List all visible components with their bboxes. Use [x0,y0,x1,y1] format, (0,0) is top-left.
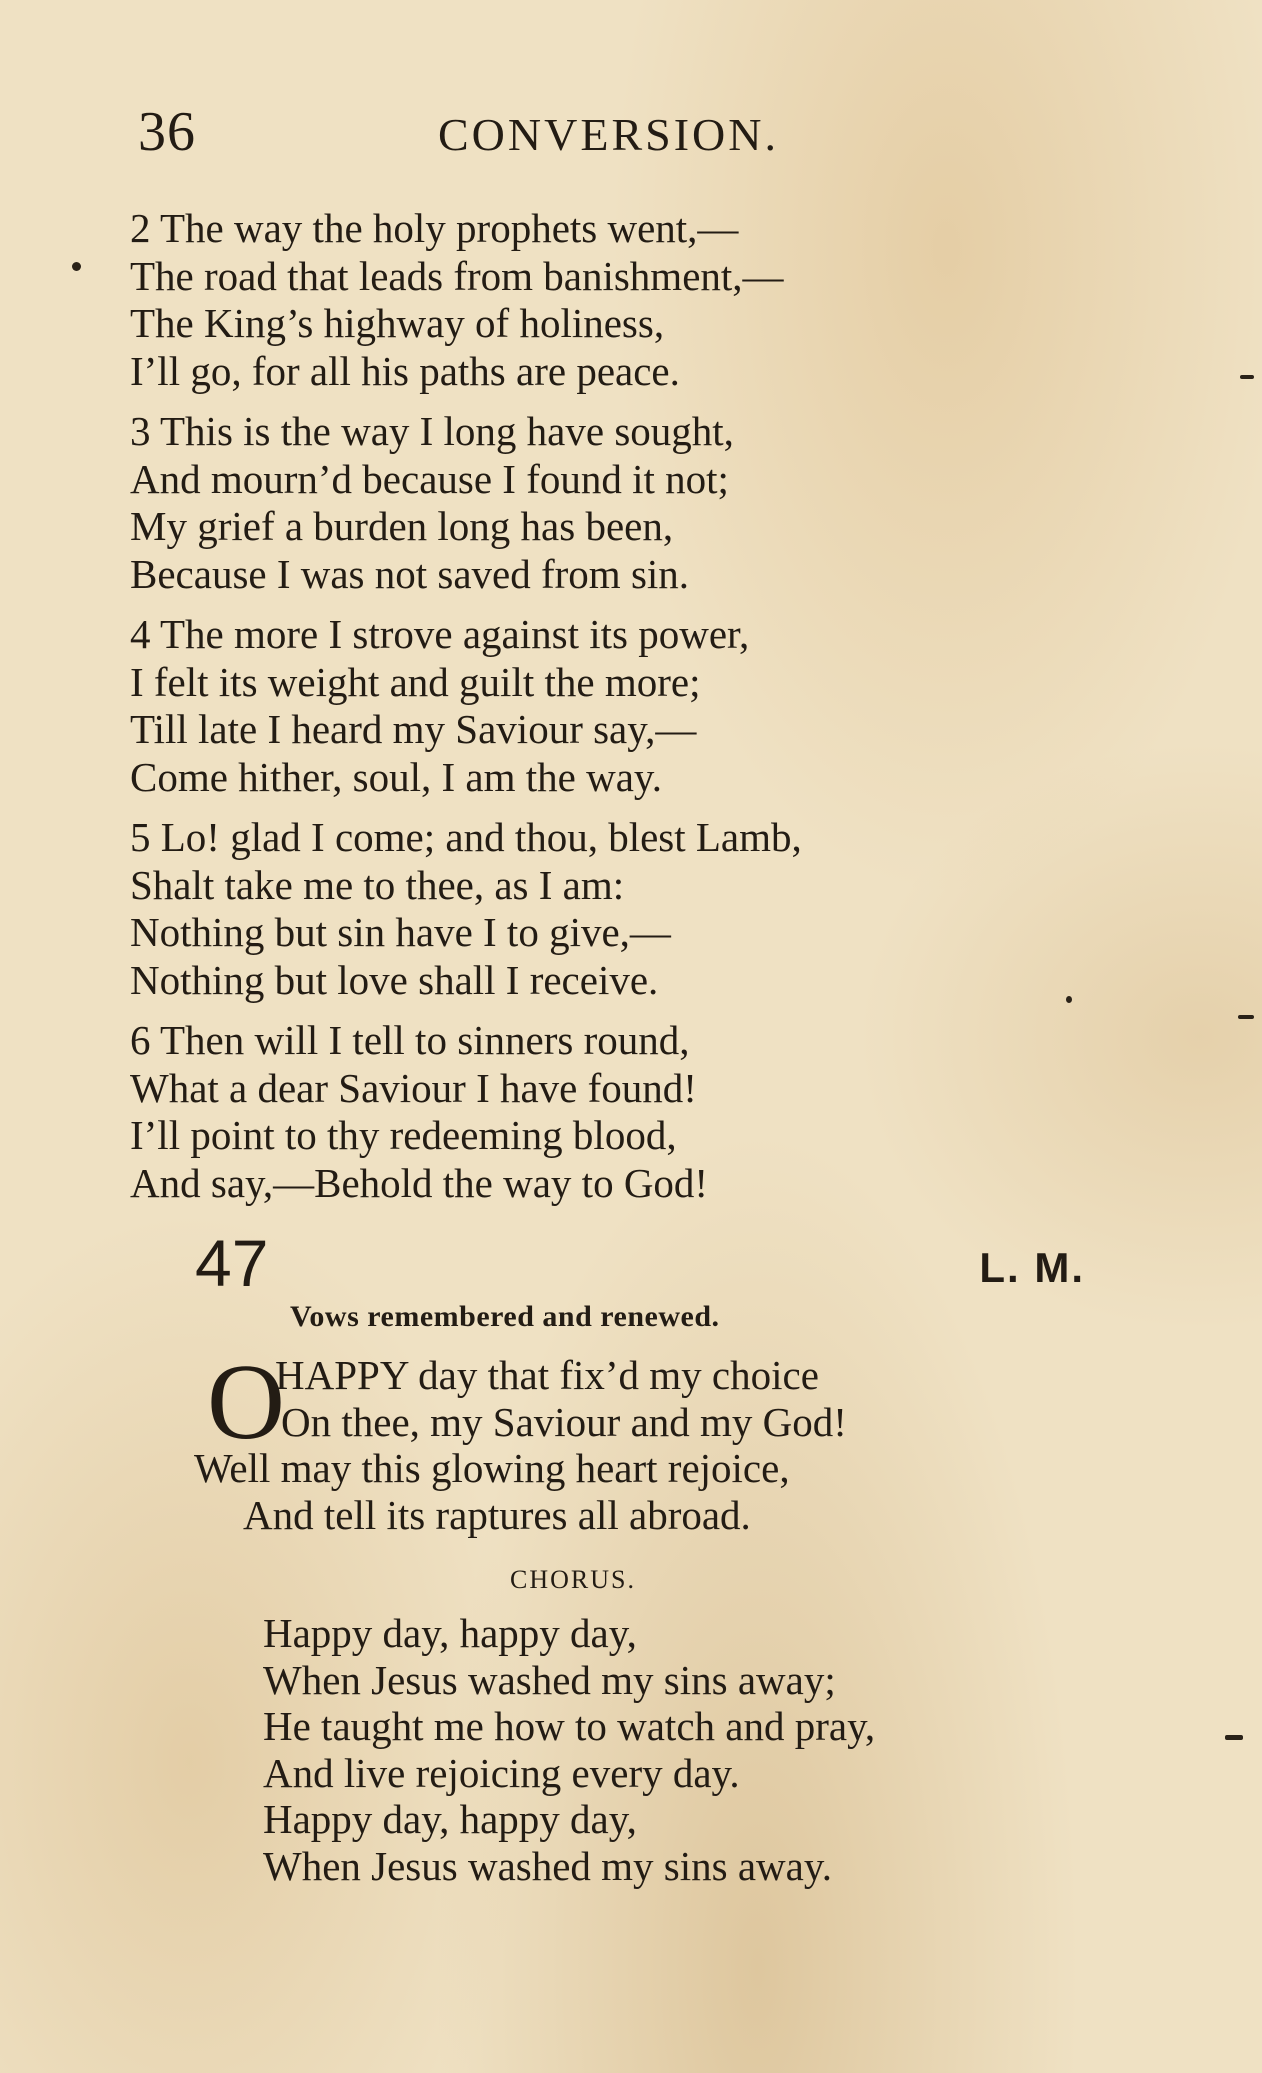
stanza-6 [130,1017,1130,1207]
verse-line: Well may this glowing heart rejoice, [194,1445,790,1491]
stanza-3 [130,408,1130,598]
chorus-line: He taught me how to watch and pray, [263,1703,876,1749]
stanza-line: 5 Lo! glad I come; and thou, blest Lamb, [130,814,802,860]
chorus-line: Happy day, happy day, [263,1610,637,1656]
stanza-line: 4 The more I strove against its power, [130,611,750,657]
verse-line: And tell its raptures all abroad. [243,1491,751,1538]
stanza-line: Come hither, soul, I am the way. [130,753,662,800]
ink-speck [1066,996,1072,1003]
chorus-line: Happy day, happy day, [263,1796,637,1842]
chorus-line: And live rejoicing every day. [263,1749,740,1796]
stanza-line: 6 Then will I tell to sinners round, [130,1017,690,1063]
stanza-line: What a dear Saviour I have found! [130,1064,697,1111]
ink-speck [1225,1735,1243,1740]
stanza-line: My grief a burden long has been, [130,503,674,549]
running-title: CONVERSION. [438,109,779,160]
stanza-2 [130,205,1130,395]
chorus-label: CHORUS. [510,1565,636,1594]
stanza-line: And mourn’d because I found it not; [130,455,729,502]
ink-speck [1240,375,1254,379]
stanza-5 [130,814,1130,1004]
drop-cap: O [207,1343,285,1462]
hymn-verse [194,1343,1095,1538]
stanza-line: 3 This is the way I long have sought, [130,408,734,454]
chorus [263,1610,1163,1889]
hymn-subtitle: Vows remembered and renewed. [290,1300,720,1333]
chorus-line: When Jesus washed my sins away. [263,1842,832,1889]
ink-speck [72,262,81,271]
stanza-line: And say,—Behold the way to God! [130,1159,709,1206]
stanza-line: Till late I heard my Saviour say,— [130,706,697,752]
page-number: 36 [138,101,196,163]
verse-1 [194,1343,1095,1538]
stanza-line: Nothing but sin have I to give,— [130,909,671,955]
hymn-heading [195,1228,1085,1298]
stanza-line: 2 The way the holy prophets went,— [130,205,739,251]
stanza-line: The road that leads from banishment,— [130,252,784,299]
stanza-line: I’ll point to thy redeeming blood, [130,1112,677,1158]
hymn-number: 47 [195,1226,269,1300]
verse-line: HAPPY day that fix’d my choice [275,1352,819,1398]
stanza-line: I’ll go, for all his paths are peace. [130,347,680,394]
stanza-line: Nothing but love shall I receive. [130,956,659,1003]
verse-line: On thee, my Saviour and my God! [281,1398,847,1445]
stanza-line: Shalt take me to thee, as I am: [130,861,625,908]
ink-speck [1238,1015,1254,1019]
stanza-line: The King’s highway of holiness, [130,300,665,346]
stanza-4 [130,611,1130,801]
hymn-46-stanzas [130,205,1130,1220]
chorus-line: When Jesus washed my sins away; [263,1656,836,1703]
stanza-line: I felt its weight and guilt the more; [130,658,701,705]
hymn-meter: L. M. [979,1244,1085,1291]
page-header [138,100,1138,170]
stanza-line: Because I was not saved from sin. [130,550,690,597]
